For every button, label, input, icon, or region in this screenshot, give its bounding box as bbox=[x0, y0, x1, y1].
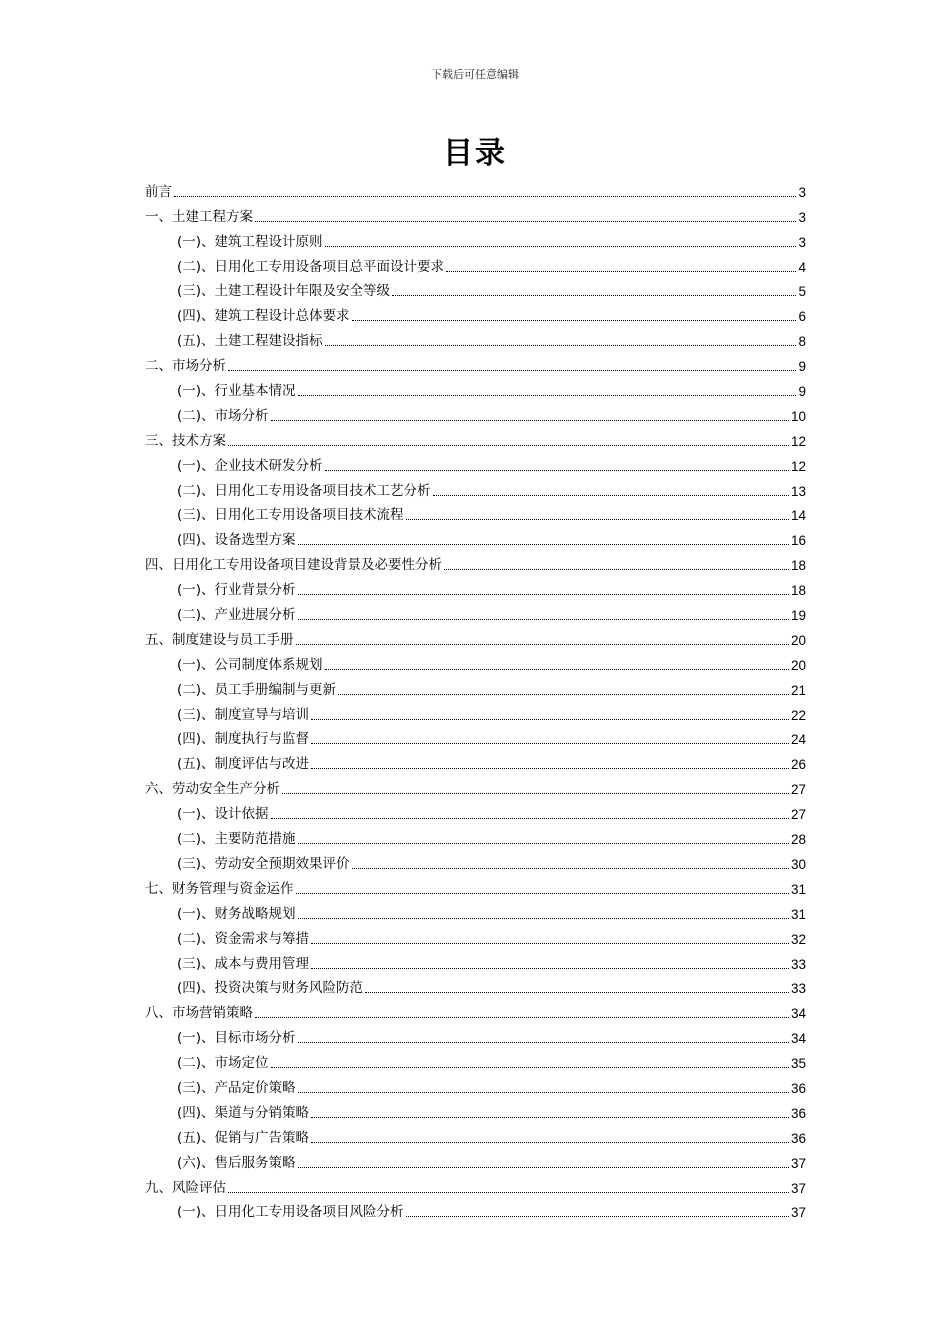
toc-dot-leader bbox=[352, 320, 797, 321]
toc-entry-label: (三)、劳动安全预期效果评价 bbox=[177, 855, 350, 872]
toc-page-number: 12 bbox=[790, 433, 806, 449]
toc-dot-leader bbox=[174, 196, 796, 197]
toc-entry-label: 九、风险评估 bbox=[145, 1179, 226, 1196]
toc-entry-label: (一)、目标市场分析 bbox=[177, 1030, 296, 1047]
toc-page-number: 12 bbox=[790, 458, 806, 474]
toc-dot-leader bbox=[298, 918, 789, 919]
toc-entry-label: (一)、日用化工专用设备项目风险分析 bbox=[177, 1204, 404, 1221]
toc-entry-label: (二)、产业进展分析 bbox=[177, 607, 296, 624]
toc-entry[interactable] bbox=[145, 176, 806, 201]
toc-entry[interactable] bbox=[145, 1072, 806, 1097]
toc-page-number: 33 bbox=[790, 981, 806, 997]
toc-dot-leader bbox=[255, 221, 796, 222]
toc-dot-leader bbox=[228, 1192, 789, 1193]
toc-entry[interactable] bbox=[145, 773, 806, 798]
toc-dot-leader bbox=[311, 943, 789, 944]
toc-dot-leader bbox=[271, 1067, 789, 1068]
toc-dot-leader bbox=[296, 893, 789, 894]
toc-dot-leader bbox=[311, 719, 789, 720]
toc-entry-label: 二、市场分析 bbox=[145, 358, 226, 375]
toc-page-number: 10 bbox=[790, 408, 806, 424]
toc-dot-leader bbox=[298, 1042, 789, 1043]
toc-entry-label: 四、日用化工专用设备项目建设背景及必要性分析 bbox=[145, 557, 442, 574]
toc-page-number: 27 bbox=[790, 782, 806, 798]
toc-page-number: 27 bbox=[790, 807, 806, 823]
toc-entry[interactable] bbox=[145, 748, 806, 773]
toc-dot-leader bbox=[311, 768, 789, 769]
toc-entry[interactable] bbox=[145, 624, 806, 649]
toc-entry-label: (一)、设计依据 bbox=[177, 806, 269, 823]
toc-entry[interactable] bbox=[145, 251, 806, 276]
toc-entry[interactable] bbox=[145, 475, 806, 500]
toc-entry[interactable] bbox=[145, 226, 806, 251]
toc-page-number: 16 bbox=[790, 533, 806, 549]
toc-dot-leader bbox=[444, 569, 789, 570]
toc-entry-label: (二)、日用化工专用设备项目技术工艺分析 bbox=[177, 482, 431, 499]
toc-page-number: 3 bbox=[798, 209, 806, 225]
toc-page-number: 24 bbox=[790, 732, 806, 748]
toc-entry[interactable] bbox=[145, 524, 806, 549]
toc-dot-leader bbox=[298, 544, 789, 545]
toc-entry-label: 七、财务管理与资金运作 bbox=[145, 880, 294, 897]
toc-page-number: 6 bbox=[798, 309, 806, 325]
toc-page-number: 21 bbox=[790, 682, 806, 698]
toc-dot-leader bbox=[406, 519, 789, 520]
toc-entry-label: (三)、土建工程设计年限及安全等级 bbox=[177, 283, 391, 300]
toc-page-number: 37 bbox=[790, 1180, 806, 1196]
table-of-contents bbox=[145, 176, 806, 1221]
toc-entry[interactable] bbox=[145, 375, 806, 400]
toc-dot-leader bbox=[311, 743, 789, 744]
toc-page-number: 13 bbox=[790, 483, 806, 499]
toc-entry-label: (二)、资金需求与筹措 bbox=[177, 930, 310, 947]
toc-entry[interactable] bbox=[145, 674, 806, 699]
toc-entry[interactable] bbox=[145, 425, 806, 450]
toc-page-number: 3 bbox=[798, 234, 806, 250]
toc-dot-leader bbox=[338, 694, 789, 695]
toc-page-number: 4 bbox=[798, 259, 806, 275]
toc-entry[interactable] bbox=[145, 500, 806, 525]
page-title: 目录 bbox=[443, 136, 507, 171]
toc-dot-leader bbox=[228, 370, 796, 371]
toc-dot-leader bbox=[271, 818, 789, 819]
toc-entry-label: (五)、制度评估与改进 bbox=[177, 756, 310, 773]
toc-entry-label: 前言 bbox=[145, 183, 172, 200]
toc-dot-leader bbox=[433, 495, 789, 496]
toc-entry-label: (四)、设备选型方案 bbox=[177, 532, 296, 549]
toc-dot-leader bbox=[298, 1092, 789, 1093]
toc-page-number: 14 bbox=[790, 508, 806, 524]
toc-entry[interactable] bbox=[145, 649, 806, 674]
toc-entry-label: 五、制度建设与员工手册 bbox=[145, 631, 294, 648]
toc-page-number: 31 bbox=[790, 906, 806, 922]
toc-dot-leader bbox=[446, 271, 796, 272]
toc-page-number: 36 bbox=[790, 1080, 806, 1096]
toc-dot-leader bbox=[352, 868, 789, 869]
toc-dot-leader bbox=[311, 968, 789, 969]
toc-page-number: 36 bbox=[790, 1105, 806, 1121]
toc-entry-label: (一)、行业基本情况 bbox=[177, 383, 296, 400]
toc-entry-label: (四)、制度执行与监督 bbox=[177, 731, 310, 748]
page-header-note: 下载后可任意编辑 bbox=[431, 68, 519, 81]
toc-entry-label: 三、技术方案 bbox=[145, 432, 226, 449]
toc-page-number: 22 bbox=[790, 707, 806, 723]
toc-dot-leader bbox=[325, 470, 789, 471]
toc-dot-leader bbox=[298, 395, 797, 396]
toc-entry[interactable] bbox=[145, 1122, 806, 1147]
toc-entry[interactable] bbox=[145, 923, 806, 948]
toc-page-number: 18 bbox=[790, 583, 806, 599]
toc-entry-label: (三)、制度宣导与培训 bbox=[177, 706, 310, 723]
toc-dot-leader bbox=[298, 594, 789, 595]
toc-entry-label: (一)、公司制度体系规划 bbox=[177, 656, 323, 673]
toc-dot-leader bbox=[311, 1117, 789, 1118]
toc-page-number: 37 bbox=[790, 1155, 806, 1171]
toc-page-number: 32 bbox=[790, 931, 806, 947]
toc-entry[interactable] bbox=[145, 300, 806, 325]
toc-entry-label: (二)、市场分析 bbox=[177, 407, 269, 424]
toc-entry-label: (一)、建筑工程设计原则 bbox=[177, 233, 323, 250]
toc-dot-leader bbox=[392, 295, 796, 296]
toc-entry[interactable] bbox=[145, 400, 806, 425]
toc-entry[interactable] bbox=[145, 873, 806, 898]
toc-entry-label: 一、土建工程方案 bbox=[145, 208, 253, 225]
toc-entry-label: (四)、渠道与分销策略 bbox=[177, 1104, 310, 1121]
toc-page-number: 19 bbox=[790, 608, 806, 624]
toc-page-number: 20 bbox=[790, 657, 806, 673]
toc-dot-leader bbox=[311, 1142, 789, 1143]
toc-dot-leader bbox=[325, 246, 797, 247]
toc-entry-label: (二)、主要防范措施 bbox=[177, 831, 296, 848]
toc-entry[interactable] bbox=[145, 699, 806, 724]
toc-entry-label: (二)、日用化工专用设备项目总平面设计要求 bbox=[177, 258, 445, 275]
toc-entry-label: (六)、售后服务策略 bbox=[177, 1154, 296, 1171]
toc-dot-leader bbox=[298, 619, 789, 620]
toc-dot-leader bbox=[228, 445, 789, 446]
toc-entry[interactable] bbox=[145, 798, 806, 823]
toc-entry[interactable] bbox=[145, 599, 806, 624]
toc-entry-label: (五)、促销与广告策略 bbox=[177, 1129, 310, 1146]
toc-entry[interactable] bbox=[145, 1047, 806, 1072]
toc-dot-leader bbox=[255, 1017, 789, 1018]
toc-entry[interactable] bbox=[145, 1097, 806, 1122]
toc-entry-label: 八、市场营销策略 bbox=[145, 1005, 253, 1022]
toc-entry[interactable] bbox=[145, 1197, 806, 1222]
toc-dot-leader bbox=[365, 992, 789, 993]
toc-entry-label: (一)、财务战略规划 bbox=[177, 905, 296, 922]
toc-page-number: 36 bbox=[790, 1130, 806, 1146]
toc-dot-leader bbox=[325, 669, 789, 670]
toc-entry-label: (三)、产品定价策略 bbox=[177, 1079, 296, 1096]
toc-page-number: 28 bbox=[790, 832, 806, 848]
toc-entry[interactable] bbox=[145, 898, 806, 923]
toc-dot-leader bbox=[298, 1167, 789, 1168]
toc-entry[interactable] bbox=[145, 549, 806, 574]
toc-entry[interactable] bbox=[145, 201, 806, 226]
toc-page-number: 5 bbox=[798, 284, 806, 300]
toc-dot-leader bbox=[298, 843, 789, 844]
toc-dot-leader bbox=[282, 793, 789, 794]
toc-page-number: 3 bbox=[798, 184, 806, 200]
toc-entry[interactable] bbox=[145, 848, 806, 873]
toc-entry-label: (一)、行业背景分析 bbox=[177, 582, 296, 599]
toc-entry-label: (三)、日用化工专用设备项目技术流程 bbox=[177, 507, 404, 524]
toc-entry[interactable] bbox=[145, 948, 806, 973]
toc-page-number: 18 bbox=[790, 558, 806, 574]
toc-page-number: 37 bbox=[790, 1205, 806, 1221]
toc-page-number: 9 bbox=[798, 384, 806, 400]
toc-page-number: 31 bbox=[790, 881, 806, 897]
toc-entry-label: (四)、投资决策与财务风险防范 bbox=[177, 980, 364, 997]
toc-page-number: 8 bbox=[798, 334, 806, 350]
toc-dot-leader bbox=[296, 644, 789, 645]
toc-entry[interactable] bbox=[145, 724, 806, 749]
toc-page-number: 26 bbox=[790, 757, 806, 773]
toc-page-number: 30 bbox=[790, 856, 806, 872]
toc-dot-leader bbox=[271, 420, 789, 421]
toc-entry-label: (二)、市场定位 bbox=[177, 1055, 269, 1072]
toc-entry[interactable] bbox=[145, 325, 806, 350]
toc-entry[interactable] bbox=[145, 450, 806, 475]
toc-page-number: 20 bbox=[790, 632, 806, 648]
toc-entry[interactable] bbox=[145, 997, 806, 1022]
toc-entry-label: (五)、土建工程建设指标 bbox=[177, 333, 323, 350]
toc-entry[interactable] bbox=[145, 1022, 806, 1047]
toc-entry[interactable] bbox=[145, 1147, 806, 1172]
toc-dot-leader bbox=[325, 345, 797, 346]
toc-page-number: 35 bbox=[790, 1056, 806, 1072]
toc-page-number: 34 bbox=[790, 1006, 806, 1022]
toc-entry-label: (三)、成本与费用管理 bbox=[177, 955, 310, 972]
toc-page-number: 9 bbox=[798, 359, 806, 375]
toc-entry[interactable] bbox=[145, 350, 806, 375]
toc-entry[interactable] bbox=[145, 973, 806, 998]
toc-dot-leader bbox=[406, 1216, 789, 1217]
toc-entry[interactable] bbox=[145, 823, 806, 848]
toc-entry-label: (一)、企业技术研发分析 bbox=[177, 457, 323, 474]
toc-entry-label: (四)、建筑工程设计总体要求 bbox=[177, 308, 350, 325]
toc-entry-label: (二)、员工手册编制与更新 bbox=[177, 681, 337, 698]
toc-page-number: 33 bbox=[790, 956, 806, 972]
toc-entry[interactable] bbox=[145, 574, 806, 599]
toc-entry-label: 六、劳动安全生产分析 bbox=[145, 781, 280, 798]
toc-page-number: 34 bbox=[790, 1031, 806, 1047]
toc-entry[interactable] bbox=[145, 276, 806, 301]
toc-entry[interactable] bbox=[145, 1172, 806, 1197]
